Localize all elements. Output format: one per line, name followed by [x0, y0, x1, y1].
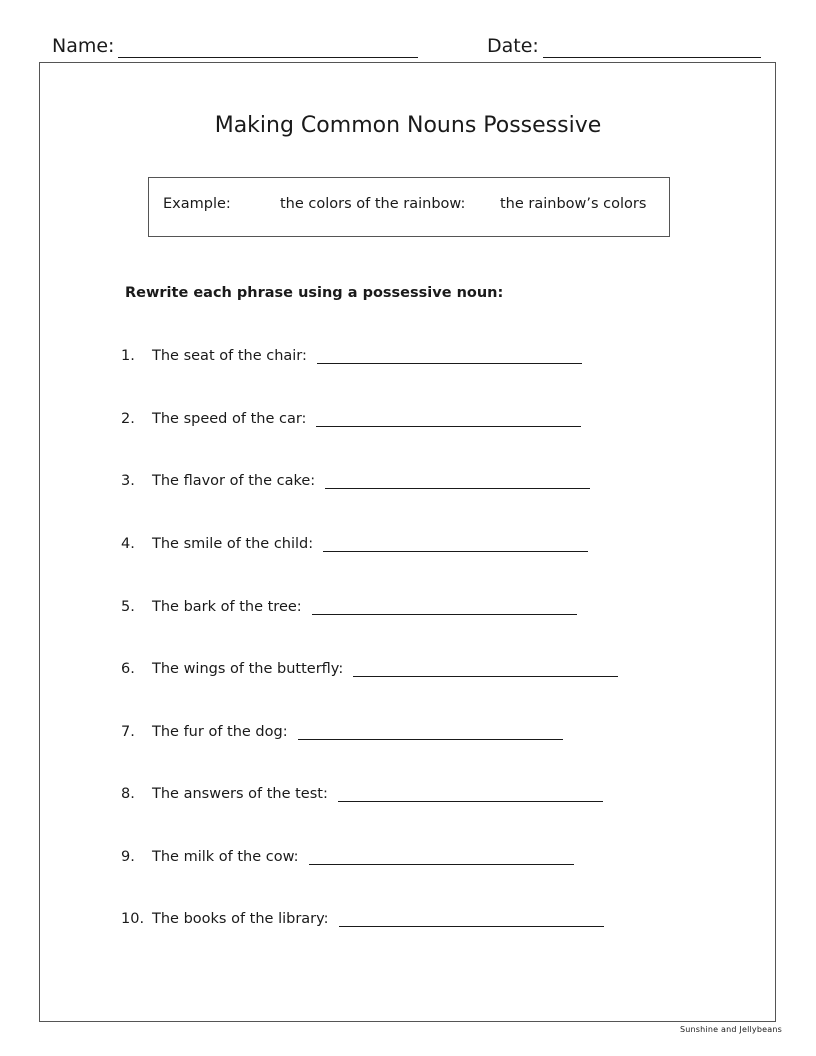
- question-text: The smile of the child:: [152, 536, 314, 552]
- answer-line[interactable]: [338, 784, 603, 802]
- question-number: 8.: [121, 786, 135, 802]
- date-field: [487, 34, 761, 58]
- question-number: 2.: [121, 411, 135, 427]
- example-phrase: the colors of the rainbow:: [280, 196, 466, 212]
- name-label: Name:: [52, 35, 115, 57]
- question-number: 9.: [121, 849, 135, 865]
- question-item: [121, 405, 581, 427]
- question-number: 7.: [121, 724, 135, 740]
- question-text: The speed of the car:: [152, 411, 307, 427]
- example-box: [148, 177, 670, 237]
- question-number: 3.: [121, 473, 135, 489]
- question-text: The answers of the test:: [152, 786, 328, 802]
- question-number: 10.: [121, 911, 145, 927]
- answer-line[interactable]: [312, 597, 577, 615]
- question-item: [121, 655, 618, 677]
- answer-line[interactable]: [339, 909, 604, 927]
- question-text: The milk of the cow:: [152, 849, 299, 865]
- footer-credit: Sunshine and Jellybeans: [679, 1025, 782, 1034]
- question-text: The books of the library:: [152, 911, 329, 927]
- question-item: [121, 905, 604, 927]
- question-item: [121, 467, 590, 489]
- name-field: [52, 34, 418, 58]
- name-write-line[interactable]: [118, 37, 418, 58]
- answer-line[interactable]: [353, 659, 618, 677]
- answer-line[interactable]: [309, 847, 574, 865]
- question-item: [121, 843, 574, 865]
- question-number: 1.: [121, 348, 135, 364]
- question-text: The bark of the tree:: [152, 599, 302, 615]
- answer-line[interactable]: [316, 409, 581, 427]
- question-number: 6.: [121, 661, 135, 677]
- question-item: [121, 593, 577, 615]
- question-number: 4.: [121, 536, 135, 552]
- question-text: The wings of the butterfly:: [152, 661, 344, 677]
- answer-line[interactable]: [325, 471, 590, 489]
- answer-line[interactable]: [298, 722, 563, 740]
- answer-line[interactable]: [323, 534, 588, 552]
- date-label: Date:: [487, 35, 539, 57]
- question-item: [121, 530, 588, 552]
- worksheet-title: Making Common Nouns Possessive: [214, 113, 602, 138]
- question-item: [121, 342, 582, 364]
- example-label: Example:: [163, 196, 231, 212]
- question-text: The flavor of the cake:: [152, 473, 316, 489]
- example-answer: the rainbow’s colors: [500, 196, 647, 212]
- question-item: [121, 718, 563, 740]
- question-text: The seat of the chair:: [152, 348, 307, 364]
- instructions: Rewrite each phrase using a possessive noun:: [125, 285, 504, 301]
- question-number: 5.: [121, 599, 135, 615]
- question-item: [121, 780, 603, 802]
- question-text: The fur of the dog:: [152, 724, 288, 740]
- answer-line[interactable]: [317, 346, 582, 364]
- date-write-line[interactable]: [543, 37, 761, 58]
